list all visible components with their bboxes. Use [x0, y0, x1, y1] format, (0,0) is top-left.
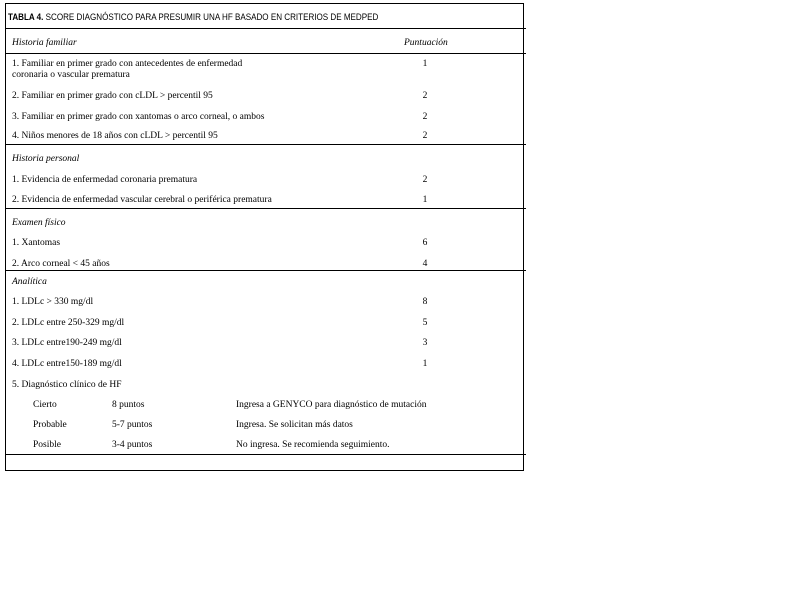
analytic-row-4-score: 1	[422, 359, 428, 369]
personal-row-2: 2. Evidencia de enfermedad vascular cerebral o periférica prematura	[12, 195, 272, 205]
divider-personal	[6, 144, 526, 145]
divider-exam	[6, 208, 526, 209]
analytic-row-4: 4. LDLc entre150-189 mg/dl	[12, 359, 122, 369]
exam-row-2-score: 4	[422, 259, 428, 269]
section-analytic: Analítica	[12, 277, 47, 287]
family-row-3-score: 2	[422, 112, 428, 122]
family-row-1-line-1: 1. Familiar en primer grado con antecedentes de enfermedad	[12, 59, 243, 69]
diagnosis-row-2-level: Probable	[33, 420, 67, 430]
section-personal-history: Historia personal	[12, 154, 80, 164]
diagnosis-row-2-points: 5-7 puntos	[112, 420, 153, 430]
family-row-2-score: 2	[422, 91, 428, 101]
family-row-2: 2. Familiar en primer grado con cLDL > percentil 95	[12, 91, 213, 101]
personal-row-2-score: 1	[422, 195, 428, 205]
table-title	[8, 11, 378, 22]
diagnosis-row-1-points: 8 puntos	[112, 400, 145, 410]
analytic-row-3-score: 3	[422, 338, 428, 348]
divider-analytic	[6, 270, 526, 271]
analytic-row-2-score: 5	[422, 318, 428, 328]
table-title-text: SCORE DIAGNÓSTICO PARA PRESUMIR UNA HF BASADO EN CRITERIOS DE MEDPED	[43, 11, 379, 22]
personal-row-1-score: 2	[422, 175, 428, 185]
personal-row-1: 1. Evidencia de enfermedad coronaria prematura	[12, 175, 198, 185]
analytic-row-1: 1. LDLc > 330 mg/dl	[12, 297, 94, 307]
analytic-row-2: 2. LDLc entre 250-329 mg/dl	[12, 318, 125, 328]
divider-header	[6, 53, 526, 54]
header-score: Puntuación	[404, 38, 448, 48]
table-frame	[5, 3, 524, 471]
family-row-4-score: 2	[422, 131, 428, 141]
analytic-row-1-score: 8	[422, 297, 428, 307]
diagnosis-row-1-level: Cierto	[33, 400, 57, 410]
divider-top	[6, 28, 526, 29]
family-row-3: 3. Familiar en primer grado con xantomas o arco corneal, o ambos	[12, 112, 265, 122]
diagnosis-label: 5. Diagnóstico clínico de HF	[12, 380, 122, 390]
family-row-4: 4. Niños menores de 18 años con cLDL > percentil 95	[12, 131, 218, 141]
diagnosis-row-1-action: Ingresa a GENYCO para diagnóstico de mutación	[236, 400, 427, 410]
family-row-1-score: 1	[422, 59, 428, 69]
diagnosis-row-3-level: Posible	[33, 440, 61, 450]
family-row-1-line-2: coronaria o vascular prematura	[12, 70, 130, 80]
analytic-row-3: 3. LDLc entre190-249 mg/dl	[12, 338, 122, 348]
divider-bottom	[6, 454, 526, 455]
table-title-bold: TABLA 4.	[8, 11, 44, 22]
exam-row-1: 1. Xantomas	[12, 238, 61, 248]
exam-row-1-score: 6	[422, 238, 428, 248]
diagnosis-row-3-action: No ingresa. Se recomienda seguimiento.	[236, 440, 390, 450]
section-physical-exam: Examen físico	[12, 218, 66, 228]
header-family-history: Historia familiar	[12, 38, 77, 48]
diagnosis-row-2-action: Ingresa. Se solicitan más datos	[236, 420, 353, 430]
diagnosis-row-3-points: 3-4 puntos	[112, 440, 153, 450]
exam-row-2: 2. Arco corneal < 45 años	[12, 259, 110, 269]
